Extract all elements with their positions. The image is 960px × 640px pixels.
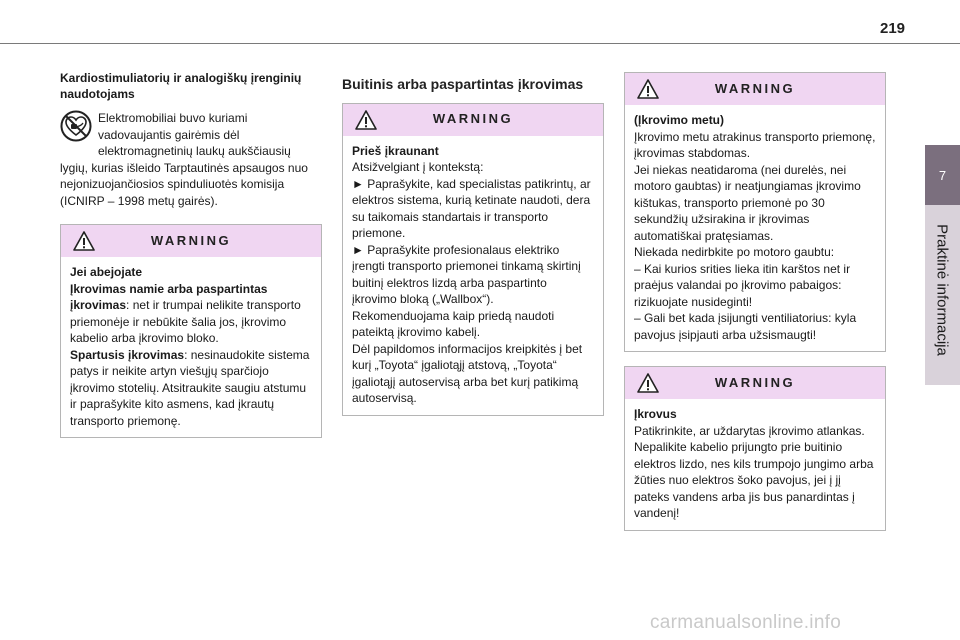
pacemaker-intro-text: Elektromobiliai buvo kuriami vadovaujantis gairėmis dėl elektromagnetinių laukų aukščiausių lygių, kurias išleido Tarptautinės apsaugos nuo nejonizuojančiosios spinduliuotės komisija (ICNIRP – 1998 metų gairės).: [60, 111, 308, 208]
watermark: carmanualsonline.info: [650, 612, 842, 633]
warning-line: – Kai kurios srities lieka itin karštos net ir praėjus valandai po įkrovimo pabaigos: rizikuojate nusideginti!: [634, 261, 851, 309]
warning-text: : nesinaudokite sistema patys ir neikite artyn viešųjų sparčiojo įkrovimo stotelių. Atsitraukite saugiu atstumu ir paprašykite kito asmens, kad įkrautų transporto priemonę.: [70, 347, 310, 428]
page-number: 219: [880, 20, 906, 37]
warning-line: Jei niekas neatidaroma (nei durelės, nei motoro gaubtas) ir neatjungiamas įkrovimo kištukas, transporto priemonė po 30 sekundžių užsirakina ir įkrovimas automatiškai pratęsiamas.: [634, 162, 861, 243]
warning-line: – Gali bet kada įsijungti ventiliatorius: kyla pavojus įsipjauti arba užsismaugti!: [634, 311, 857, 342]
warning-paragraph: [70, 281, 312, 347]
warning-header: [61, 225, 321, 257]
warning-header: [625, 73, 885, 105]
warning-subhead: Prieš įkraunant: [352, 143, 439, 158]
warning-line: Rekomenduojama kaip priedą naudoti pateiktą įkrovimo kabelį.: [352, 308, 555, 339]
warning-line: ► Paprašykite, kad specialistas patikrintų, ar elektros sistema, kurią ketinate naudoti, dera su taikomais standartais ir transporto priemone.: [352, 176, 591, 240]
warning-body: [61, 257, 321, 437]
warning-term: Įkrovimas namie arba paspartintas įkrovimas: [70, 281, 268, 312]
pacemaker-no-icon: [60, 110, 92, 142]
warning-box-1: [60, 224, 322, 438]
warning-box-2: [342, 103, 604, 416]
chapter-label: Praktinė informacija: [933, 224, 951, 356]
column-3: [624, 72, 886, 531]
warning-triangle-icon: [637, 373, 659, 393]
warning-subhead: (Įkrovimo metu): [634, 113, 725, 127]
warning-line: Įkrovimo metu atrakinus transporto priemonę, įkrovimas stabdomas.: [634, 129, 876, 160]
warning-title: WARNING: [714, 374, 796, 390]
warning-triangle-icon: [637, 79, 659, 99]
warning-title: WARNING: [432, 111, 514, 127]
warning-header: [343, 104, 603, 136]
warning-text: : net ir trumpai nelikite transporto priemonėje ir nebūkite šalia jos, įkrovimo kabelio arba įkrovimo bloko.: [70, 298, 301, 345]
warning-box-4: [624, 366, 886, 531]
warning-body: [625, 399, 885, 530]
header-rule: [0, 43, 960, 44]
column-1: [60, 70, 322, 438]
charging-heading: Buitinis arba paspartintas įkrovimas: [342, 76, 584, 92]
warning-body: [625, 105, 885, 351]
warning-subhead: Jei abejojate: [70, 265, 143, 279]
warning-title: WARNING: [714, 80, 796, 96]
pacemaker-heading: Kardiostimuliatorių ir analogiškų įrenginių naudotojams: [60, 71, 302, 101]
warning-title: WARNING: [150, 232, 232, 248]
chapter-number: 7: [938, 167, 947, 183]
warning-subhead: Įkrovus: [634, 407, 677, 421]
warning-line: Niekada nedirbkite po motoro gaubtu:: [634, 245, 835, 259]
warning-line: ► Paprašykite profesionalaus elektriko įrengti transporto priemonei tinkamą skirtinį buitinį elektros lizdą arba paspartinto įkrovimo bloką („Wallbox“).: [352, 242, 581, 306]
column-2: [342, 76, 604, 416]
warning-line: Patikrinkite, ar uždarytas įkrovimo atlankas.: [634, 423, 865, 438]
warning-box-3: [624, 72, 886, 352]
warning-triangle-icon: [73, 231, 95, 251]
warning-line: Nepalikite kabelio prijungto prie buitinio elektros lizdo, nes kils trumpojo jungimo arba žūties nuo elektros šoko pavojus, jei į jį pateks vandens arba jis bus panardintas į vandenį!: [634, 440, 874, 520]
warning-line: Atsižvelgiant į kontekstą:: [352, 160, 484, 174]
warning-body: [343, 136, 603, 415]
warning-term: Spartusis įkrovimas: [70, 347, 185, 362]
warning-line: Dėl papildomos informacijos kreipkitės į bet kurį „Toyota“ įgaliotąjį atstovą, „Toyota“ įgaliotąjį autoservisą arba bet kurį patikimą autoservisą.: [352, 341, 583, 405]
warning-header: [625, 367, 885, 399]
warning-triangle-icon: [355, 110, 377, 130]
warning-paragraph: [70, 347, 312, 430]
pacemaker-intro: [60, 110, 322, 209]
chapter-tab: [925, 145, 960, 205]
